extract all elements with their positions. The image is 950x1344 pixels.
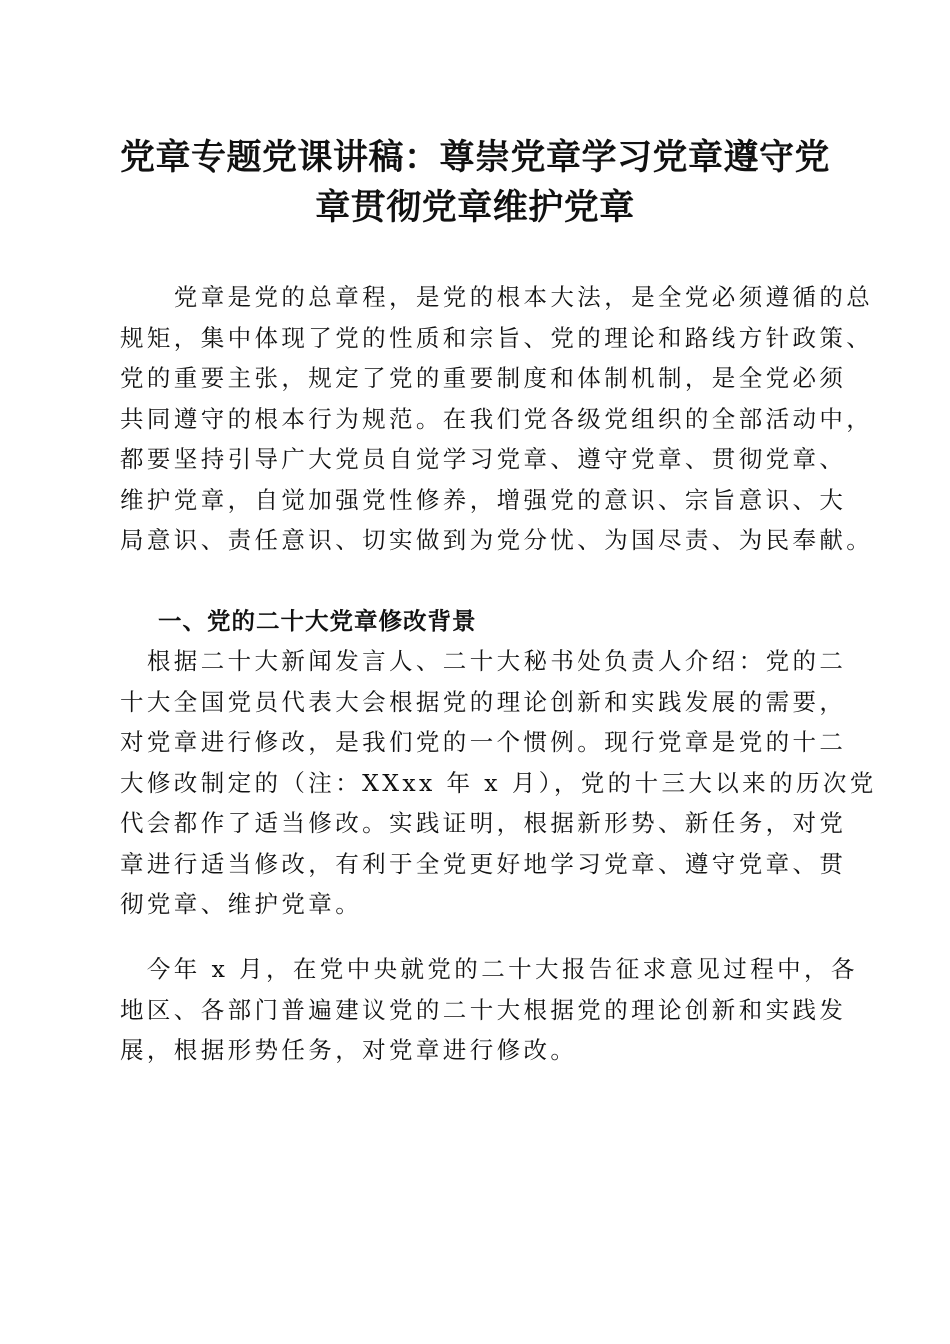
- text-line: 维护党章，自觉加强党性修养，增强党的意识、宗旨意识、大: [120, 485, 847, 514]
- text-line: 都要坚持引导广大党员自觉学习党章、遵守党章、贯彻党章、: [120, 445, 847, 473]
- document-title: [100, 133, 850, 233]
- text-line: 共同遵守的根本行为规范。在我们党各级党组织的全部活动中，: [120, 404, 874, 433]
- text-line: 对党章进行修改，是我们党的一个惯例。现行党章是党的十二: [120, 728, 847, 756]
- text-line: 局意识、责任意识、切实做到为党分忧、为国尽责、为民奉献。: [120, 526, 874, 554]
- paragraph-background: [120, 641, 877, 925]
- paragraph-this-year: [120, 949, 858, 1071]
- text-line: 今年 x 月，在党中央就党的二十大报告征求意见过程中，各: [120, 955, 858, 983]
- text-line: 根据二十大新闻发言人、二十大秘书处负责人介绍：党的二: [120, 647, 847, 675]
- text-line: 十大全国党员代表大会根据党的理论创新和实践发展的需要，: [120, 687, 847, 716]
- text-line: 党章是党的总章程，是党的根本大法，是全党必须遵循的总: [120, 283, 874, 311]
- text-line: 彻党章、维护党章。: [120, 890, 363, 918]
- text-line: 代会都作了适当修改。实践证明，根据新形势、新任务，对党: [120, 809, 847, 837]
- title-line: 章贯彻党章维护党章: [315, 187, 635, 228]
- paragraph-intro: [120, 277, 874, 561]
- text-line: 规矩，集中体现了党的性质和宗旨、党的理论和路线方针政策、: [120, 323, 874, 352]
- title-line: 党章专题党课讲稿：尊崇党章学习党章遵守党: [119, 137, 830, 178]
- text-line: 地区、各部门普遍建议党的二十大根据党的理论创新和实践发: [120, 995, 847, 1024]
- text-line: 大修改制定的（注：XXxx 年 x 月），党的十三大以来的历次党: [120, 768, 877, 797]
- section-heading: 一、党的二十大党章修改背景: [158, 607, 477, 635]
- text-line: 展，根据形势任务，对党章进行修改。: [120, 1036, 578, 1064]
- text-line: 章进行适当修改，有利于全党更好地学习党章、遵守党章、贯: [120, 849, 847, 878]
- text-line: 党的重要主张，规定了党的重要制度和体制机制，是全党必须: [120, 364, 847, 392]
